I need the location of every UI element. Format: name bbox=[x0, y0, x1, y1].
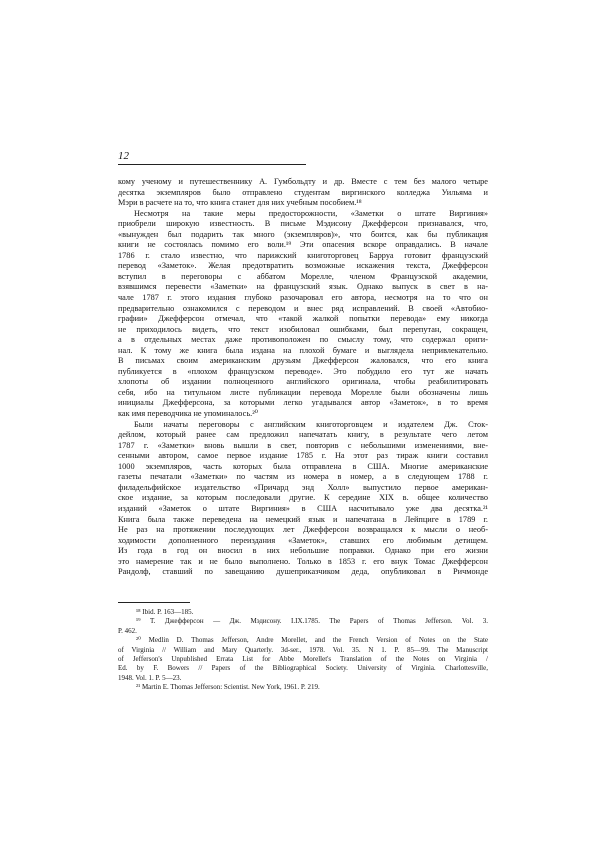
header-rule bbox=[118, 164, 306, 165]
footnotes bbox=[118, 608, 488, 693]
text-line: Книга была также переведена на немецкий язык и напечатана в Лейпциге в 1789 г. bbox=[118, 514, 488, 524]
text-line: ходимости дополненного переиздания «Заметок», ставших его любимым детищем. bbox=[118, 535, 488, 545]
text-line: взявшимся перевести «Заметки» на французский язык. Однако выпуск в свет в на- bbox=[118, 282, 488, 292]
text-line: это намерение так и не было выполнено. Только в 1853 г. его внук Томас Джефферсон bbox=[118, 556, 488, 566]
footnote-line: ¹⁹ Т. Джефферсон — Дж. Мэдисону. I.IX.1785. The Papers of Thomas Jefferson. Vol. 3. bbox=[136, 617, 488, 626]
text-line: графии» Джефферсон отмечал, что «такой жалкой попытки перевода» ему никогда bbox=[118, 314, 488, 324]
text-line: Рандолф, ставший по завещанию душеприказчиком деда, опубликовал в Ричмонде bbox=[118, 567, 488, 577]
footnote-line: of Jefferson's Unpublished Errata List for Abbe Morellet's Translation of the Notes on Virginia / bbox=[118, 654, 488, 663]
text-line: публикуется в «плохом французском переводе». Это побудило его тут же начать bbox=[118, 366, 488, 376]
text-line: десятка экземпляров было отправлено студентам виргинского колледжа Уильяма и bbox=[118, 187, 488, 197]
footnote-line: of Virginia // William and Mary Quarterly. 3d-ser., 1978. Vol. 35. N 1. P. 85—99. The Manuscript bbox=[118, 645, 488, 654]
text-line: «вынужден был подарить так много (экземпляров)», что боится, как бы публикация bbox=[118, 229, 488, 239]
text-line: изданий «Заметок о штате Виргиния» в США насчитывало уже два десятка.²¹ bbox=[118, 503, 488, 513]
text-line: хлопоты об издании полноценного английского оригинала, чтобы реабилитировать bbox=[118, 377, 488, 387]
footnote-line: ²⁰ Medlin D. Thomas Jefferson, Andre Morellet, and the French Version of Notes on the State bbox=[136, 636, 488, 645]
text-line: Были начаты переговоры с английским книготорговцем и издателем Дж. Сток- bbox=[134, 419, 488, 429]
text-line: книги не состоялась помимо его воли.¹⁹ Эти опасения вскоре оправдались. В начале bbox=[118, 240, 488, 250]
text-line: 1000 экземпляров, часть которых была отправлена в США. Многие американские bbox=[118, 461, 488, 471]
text-line: Из года в год он вносил в них небольшие поправки. Однако при его жизни bbox=[118, 546, 488, 556]
footnote-line: 1948. Vol. 1. P. 5—23. bbox=[118, 673, 182, 682]
text-line: Мэри в расчете на то, что книга станет для них учебным пособием.¹⁸ bbox=[118, 198, 362, 208]
text-line: Не раз на протяжении последующих лет Джефферсон возвращался к мысли о необ- bbox=[118, 525, 488, 535]
text-line: газеты печатали «Заметки» по частям из номера в номер, а в следующем 1788 г. bbox=[118, 472, 488, 482]
text-line: Несмотря на такие меры предосторожности, «Заметки о штате Виргиния» bbox=[134, 208, 488, 218]
text-line: перевод «Заметок». Желая предотвратить возможные искажения текста, Джефферсон bbox=[118, 261, 488, 271]
text-line: 1786 г. стало известно, что парижский книготорговец Барруа готовит французский bbox=[118, 250, 488, 260]
text-line: В письмах своим американским друзьям Джефферсон жаловался, что его книга bbox=[118, 356, 488, 366]
text-line: дейлом, который ранее сам предложил напечатать книгу, в результате чего летом bbox=[118, 430, 488, 440]
text-line: инициалы Джефферсона, за которыми легко угадывался автор «Заметок», в то время bbox=[118, 398, 488, 408]
page-number: 12 bbox=[118, 150, 129, 162]
text-line: нал. К тому же книга была издана на плохой бумаге и выглядела непривлекательно. bbox=[118, 345, 488, 355]
footnote-line: P. 462. bbox=[118, 626, 137, 635]
text-line: ское издание, за которым последовали другие. К середине XIX в. общее количество bbox=[118, 493, 488, 503]
text-line: а в отдельных местах даже противоположен по смыслу тому, что содержал ориги- bbox=[118, 335, 488, 345]
text-line: филадельфийское издательство «Причард энд Холл» выпустило первое американ- bbox=[118, 482, 488, 492]
body-text bbox=[118, 177, 488, 578]
text-line: не приходилось видеть, что текст изобиловал ошибками, был перепутан, сокращен, bbox=[118, 324, 488, 334]
text-line: кому ученому и путешественнику А. Гумбольдту и др. Вместе с тем без малого четыре bbox=[118, 177, 488, 186]
text-line: предварительно ознакомился с переводом и внес ряд исправлений. В своей «Автобио- bbox=[118, 303, 488, 313]
text-line: сенными автором, самое первое издание 1785 г. На этот раз тираж книги составил bbox=[118, 451, 488, 461]
footnote-line: ¹⁸ Ibid. P. 163—185. bbox=[136, 608, 194, 616]
text-line: приобрели широкую известность. В письме Мэдисону Джефферсон признавался, что, bbox=[118, 219, 488, 229]
text-line: вступил в переговоры с аббатом Морелле, членом Французской академии, bbox=[118, 271, 488, 281]
text-line: как имя переводчика не упоминалось.²⁰ bbox=[118, 409, 259, 419]
footnote-line: ²¹ Martin E. Thomas Jefferson: Scientist. New York, 1961. P. 219. bbox=[136, 683, 320, 692]
footnote-rule bbox=[118, 602, 190, 603]
text-line: себя, ибо на титульном листе публикации перевода Морелле были обозначены лишь bbox=[118, 387, 488, 397]
footnote-line: Ed. by F. Bowers // Papers of the Bibliographical Society. University of Virginia. Charlottesville, bbox=[118, 664, 488, 673]
text-line: чале 1787 г. этого издания глубоко разочаровал его автора, несмотря на то что он bbox=[118, 293, 488, 303]
text-line: 1787 г. «Заметки» вновь вышли в свет, повторив с небольшими изменениями, вне- bbox=[118, 440, 488, 450]
